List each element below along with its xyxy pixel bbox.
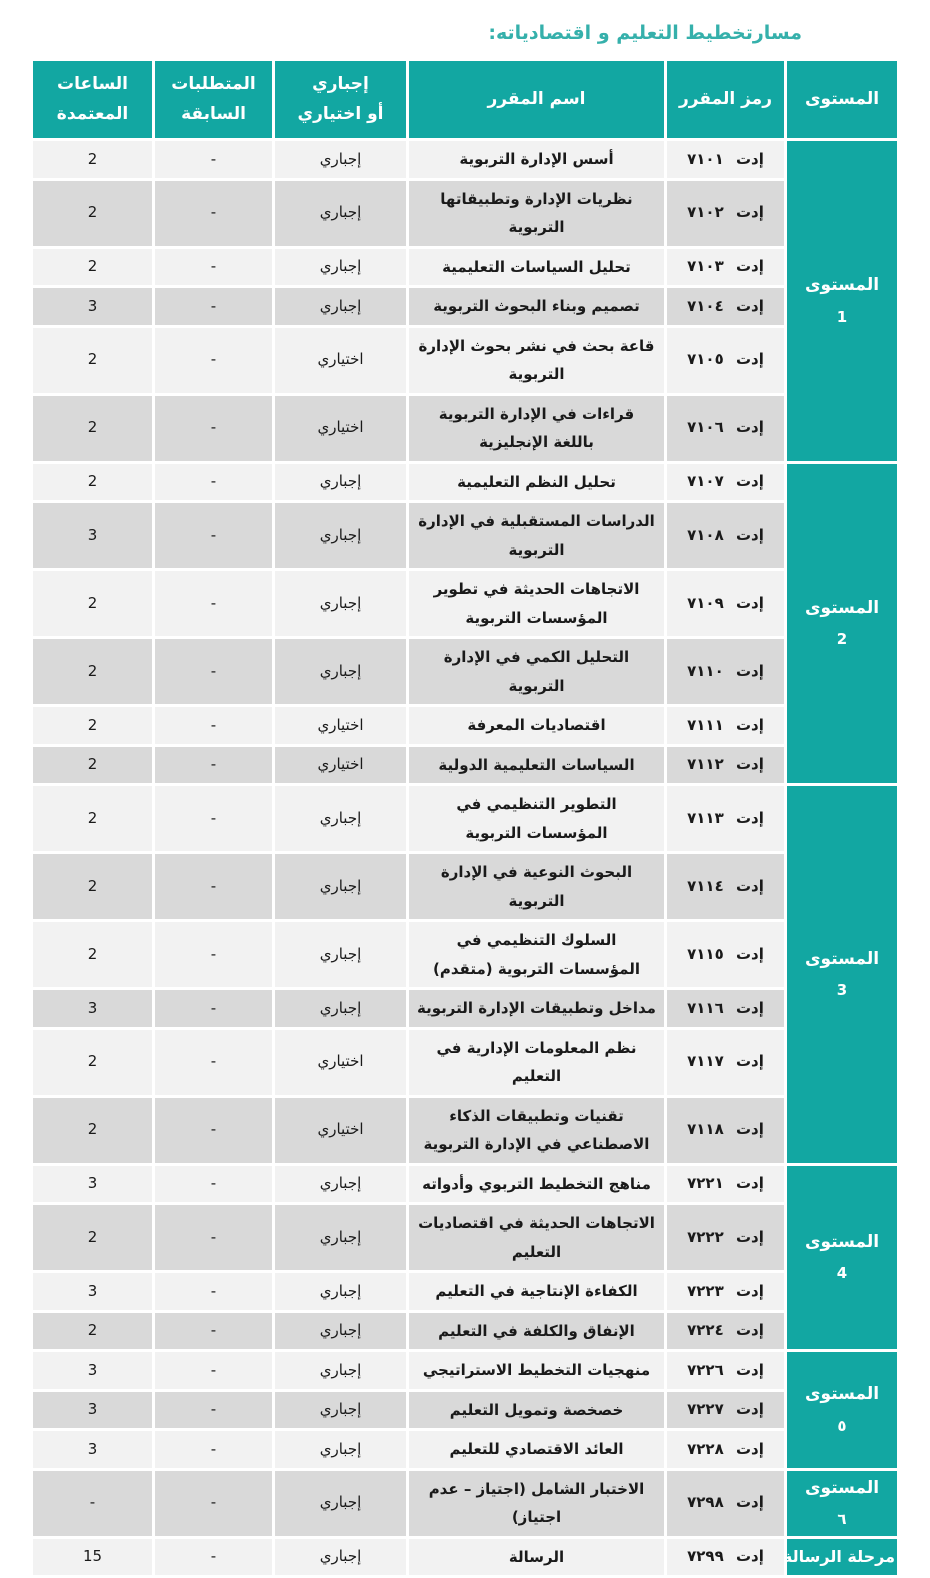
curriculum-table [30,58,900,1578]
course-row [33,1471,897,1536]
course-hours-cell: 2 [33,396,152,461]
course-prereq-cell: - [155,1392,272,1429]
course-code-cell: إدت ٧١١٣ [667,786,784,851]
course-code-cell: إدت ٧٢٢٢ [667,1205,784,1270]
course-hours-cell: 2 [33,141,152,178]
course-row [33,922,897,987]
course-hours-cell: - [33,1471,152,1536]
course-prereq-cell: - [155,990,272,1027]
column-header-level: المستوى [787,61,897,138]
course-name-cell: العائد الاقتصادي للتعليم [409,1431,664,1468]
course-row [33,503,897,568]
course-code-cell: إدت ٧١٠٥ [667,328,784,393]
course-code-cell: إدت ٧٢٢٤ [667,1313,784,1350]
course-name-cell: خصخصة وتمويل التعليم [409,1392,664,1429]
course-hours-cell: 2 [33,707,152,744]
level-cell-3: المستوى 3 [787,786,897,1163]
course-name-cell: مداخل وتطبيقات الإدارة التربوية [409,990,664,1027]
course-row [33,328,897,393]
course-code-cell: إدت ٧١٠٤ [667,288,784,325]
course-type-cell: إجباري [275,786,406,851]
course-row [33,854,897,919]
course-row [33,747,897,784]
course-name-cell: مناهج التخطيط التربوي وأدواته [409,1166,664,1203]
course-name-cell: اقتصاديات المعرفة [409,707,664,744]
course-code-cell: إدت ٧١٠٦ [667,396,784,461]
level-cell-2: المستوى 2 [787,464,897,784]
course-type-cell: إجباري [275,503,406,568]
course-name-cell: تحليل السياسات التعليمية [409,249,664,286]
course-row [33,396,897,461]
course-hours-cell: 2 [33,786,152,851]
course-prereq-cell: - [155,786,272,851]
course-prereq-cell: - [155,288,272,325]
course-name-cell: السلوك التنظيمي في المؤسسات التربوية (متقدم) [409,922,664,987]
course-hours-cell: 3 [33,1166,152,1203]
course-row [33,990,897,1027]
course-code-cell: إدت ٧٢٢٦ [667,1352,784,1389]
course-code-cell: إدت ٧١٠٣ [667,249,784,286]
course-name-cell: الاتجاهات الحديثة في تطوير المؤسسات التربوية [409,571,664,636]
course-prereq-cell: - [155,1098,272,1163]
course-prereq-cell: - [155,854,272,919]
course-type-cell: إجباري [275,141,406,178]
course-hours-cell: 3 [33,1352,152,1389]
course-type-cell: إجباري [275,1166,406,1203]
course-prereq-cell: - [155,181,272,246]
course-name-cell: تقنيات وتطبيقات الذكاء الاصطناعي في الإدارة التربوية [409,1098,664,1163]
course-type-cell: إجباري [275,922,406,987]
course-hours-cell: 15 [33,1539,152,1576]
course-type-cell: اختياري [275,396,406,461]
course-prereq-cell: - [155,503,272,568]
course-code-cell: إدت ٧٢٩٩ [667,1539,784,1576]
course-row [33,571,897,636]
course-row [33,707,897,744]
course-row [33,1392,897,1429]
course-code-cell: إدت ٧٢٢٨ [667,1431,784,1468]
course-hours-cell: 2 [33,328,152,393]
column-header-name: اسم المقرر [409,61,664,138]
level-cell-7: مرحلة الرسالة [787,1539,897,1576]
course-hours-cell: 2 [33,854,152,919]
course-code-cell: إدت ٧٢٩٨ [667,1471,784,1536]
course-type-cell: إجباري [275,288,406,325]
course-prereq-cell: - [155,571,272,636]
course-row [33,1273,897,1310]
course-hours-cell: 2 [33,1313,152,1350]
course-hours-cell: 2 [33,747,152,784]
course-prereq-cell: - [155,707,272,744]
course-hours-cell: 2 [33,249,152,286]
column-header-hours: الساعات المعتمدة [33,61,152,138]
course-row [33,464,897,501]
course-row [33,181,897,246]
course-prereq-cell: - [155,639,272,704]
course-hours-cell: 2 [33,639,152,704]
level-cell-1: المستوى 1 [787,141,897,461]
course-row [33,639,897,704]
course-code-cell: إدت ٧١١٥ [667,922,784,987]
course-type-cell: إجباري [275,1392,406,1429]
course-hours-cell: 2 [33,181,152,246]
course-type-cell: إجباري [275,249,406,286]
level-cell-6: المستوى ٦ [787,1471,897,1536]
course-code-cell: إدت ٧١١٠ [667,639,784,704]
course-code-cell: إدت ٧١١٢ [667,747,784,784]
course-name-cell: الاختبار الشامل (اجتياز – عدم اجتياز) [409,1471,664,1536]
course-row [33,1098,897,1163]
course-hours-cell: 2 [33,1098,152,1163]
course-type-cell: إجباري [275,1352,406,1389]
course-type-cell: إجباري [275,1539,406,1576]
course-code-cell: إدت ٧٢٢١ [667,1166,784,1203]
course-prereq-cell: - [155,396,272,461]
course-prereq-cell: - [155,1471,272,1536]
course-code-cell: إدت ٧١١٨ [667,1098,784,1163]
course-prereq-cell: - [155,922,272,987]
course-code-cell: إدت ٧٢٢٧ [667,1392,784,1429]
course-prereq-cell: - [155,1273,272,1310]
course-name-cell: السياسات التعليمية الدولية [409,747,664,784]
course-code-cell: إدت ٧١٠٢ [667,181,784,246]
course-hours-cell: 2 [33,464,152,501]
course-hours-cell: 3 [33,990,152,1027]
course-type-cell: إجباري [275,1273,406,1310]
course-row [33,288,897,325]
course-prereq-cell: - [155,1205,272,1270]
course-prereq-cell: - [155,1431,272,1468]
course-code-cell: إدت ٧١١٦ [667,990,784,1027]
course-code-cell: إدت ٧١٠٧ [667,464,784,501]
course-type-cell: إجباري [275,464,406,501]
course-type-cell: اختياري [275,747,406,784]
course-hours-cell: 2 [33,922,152,987]
course-code-cell: إدت ٧١٠٩ [667,571,784,636]
course-row [33,786,897,851]
course-hours-cell: 3 [33,1392,152,1429]
course-name-cell: قاعة بحث في نشر بحوث الإدارة التربوية [409,328,664,393]
course-hours-cell: 3 [33,288,152,325]
course-hours-cell: 3 [33,1273,152,1310]
column-header-prereq: المتطلبات السابقة [155,61,272,138]
course-type-cell: إجباري [275,1431,406,1468]
table-body [33,141,897,1575]
course-name-cell: الإنفاق والكلفة في التعليم [409,1313,664,1350]
course-name-cell: الدراسات المستقبلية في الإدارة التربوية [409,503,664,568]
course-type-cell: اختياري [275,328,406,393]
course-name-cell: نظم المعلومات الإدارية في التعليم [409,1030,664,1095]
header-row [33,61,897,138]
course-name-cell: تحليل النظم التعليمية [409,464,664,501]
course-row [33,1431,897,1468]
course-name-cell: الرسالة [409,1539,664,1576]
course-type-cell: إجباري [275,854,406,919]
course-row [33,1352,897,1389]
course-prereq-cell: - [155,328,272,393]
course-row [33,1030,897,1095]
course-type-cell: إجباري [275,1471,406,1536]
course-row [33,249,897,286]
course-code-cell: إدت ٧١١٤ [667,854,784,919]
course-hours-cell: 2 [33,571,152,636]
level-cell-5: المستوى ٥ [787,1352,897,1468]
column-header-code: رمز المقرر [667,61,784,138]
course-row [33,1313,897,1350]
course-name-cell: التحليل الكمي في الإدارة التربوية [409,639,664,704]
course-hours-cell: 2 [33,1030,152,1095]
course-prereq-cell: - [155,1539,272,1576]
course-type-cell: إجباري [275,571,406,636]
course-name-cell: الاتجاهات الحديثة في اقتصاديات التعليم [409,1205,664,1270]
course-name-cell: الكفاءة الإنتاجية في التعليم [409,1273,664,1310]
course-code-cell: إدت ٧٢٢٣ [667,1273,784,1310]
course-hours-cell: 3 [33,503,152,568]
course-prereq-cell: - [155,1030,272,1095]
course-type-cell: إجباري [275,1205,406,1270]
course-name-cell: تصميم وبناء البحوث التربوية [409,288,664,325]
course-row [33,141,897,178]
course-row [33,1205,897,1270]
course-prereq-cell: - [155,1352,272,1389]
course-prereq-cell: - [155,464,272,501]
course-hours-cell: 2 [33,1205,152,1270]
course-hours-cell: 3 [33,1431,152,1468]
course-type-cell: إجباري [275,1313,406,1350]
course-prereq-cell: - [155,1313,272,1350]
course-name-cell: أسس الإدارة التربوية [409,141,664,178]
course-prereq-cell: - [155,141,272,178]
course-type-cell: اختياري [275,1030,406,1095]
course-code-cell: إدت ٧١٠١ [667,141,784,178]
level-cell-4: المستوى 4 [787,1166,897,1350]
course-name-cell: التطوير التنظيمي في المؤسسات التربوية [409,786,664,851]
page-title: مسارتخطيط التعليم و اقتصادياته: [488,22,802,44]
course-name-cell: منهجيات التخطيط الاستراتيجي [409,1352,664,1389]
course-code-cell: إدت ٧١١٧ [667,1030,784,1095]
course-type-cell: إجباري [275,639,406,704]
course-type-cell: اختياري [275,1098,406,1163]
course-name-cell: قراءات في الإدارة التربوية باللغة الإنجليزية [409,396,664,461]
course-type-cell: إجباري [275,990,406,1027]
course-prereq-cell: - [155,1166,272,1203]
course-code-cell: إدت ٧١١١ [667,707,784,744]
course-name-cell: نظريات الإدارة وتطبيقاتها التربوية [409,181,664,246]
column-header-type: إجباري أو اختياري [275,61,406,138]
course-prereq-cell: - [155,747,272,784]
course-name-cell: البحوث النوعية في الإدارة التربوية [409,854,664,919]
course-code-cell: إدت ٧١٠٨ [667,503,784,568]
course-row [33,1539,897,1576]
course-row [33,1166,897,1203]
course-type-cell: إجباري [275,181,406,246]
course-prereq-cell: - [155,249,272,286]
course-type-cell: اختياري [275,707,406,744]
table-header [33,61,897,138]
